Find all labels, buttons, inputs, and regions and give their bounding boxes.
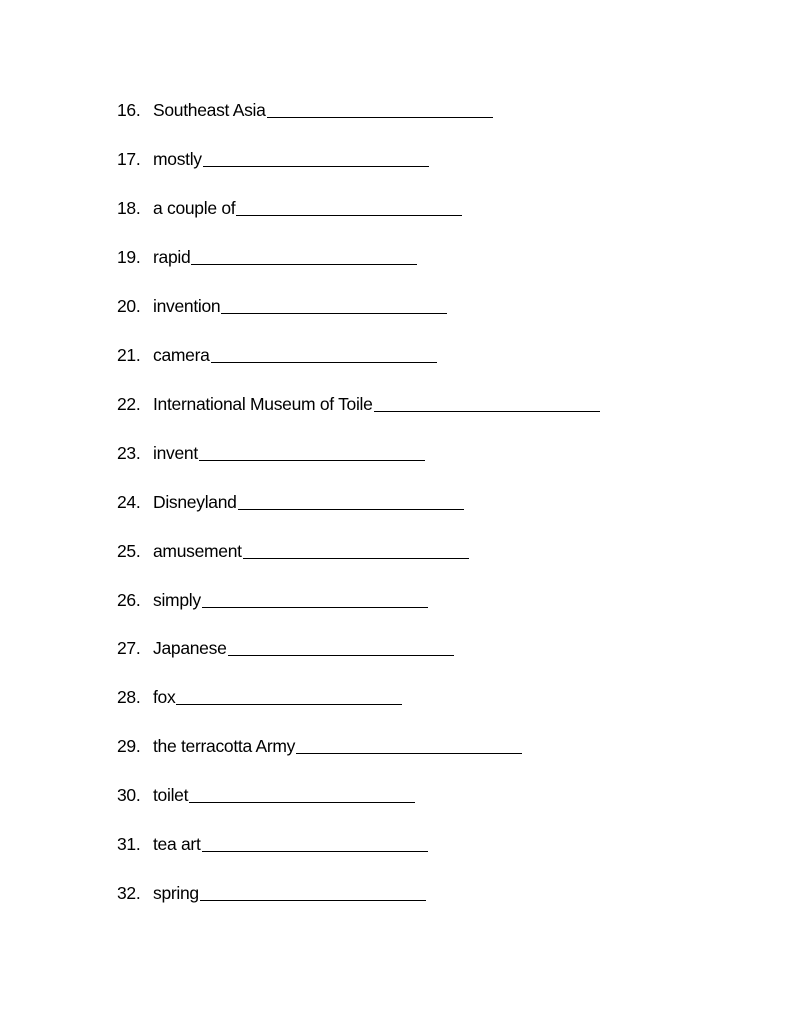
item-term: tea art xyxy=(153,834,201,854)
answer-blank[interactable] xyxy=(374,410,600,412)
item-number: 32. xyxy=(117,883,141,903)
worksheet-item xyxy=(117,538,469,562)
worksheet-item xyxy=(117,342,437,366)
worksheet-item xyxy=(117,489,464,513)
item-term: a couple of xyxy=(153,198,236,218)
worksheet-item xyxy=(117,293,447,317)
answer-blank[interactable] xyxy=(199,459,425,461)
answer-blank[interactable] xyxy=(200,899,426,901)
item-number: 19. xyxy=(117,247,141,267)
worksheet-item xyxy=(117,782,415,806)
item-term: International Museum of Toile xyxy=(153,394,373,414)
worksheet-item xyxy=(117,733,522,757)
worksheet-item xyxy=(117,440,425,464)
item-term: simply xyxy=(153,590,201,610)
answer-blank[interactable] xyxy=(243,557,469,559)
item-term: spring xyxy=(153,883,199,903)
worksheet-item xyxy=(117,880,426,904)
answer-blank[interactable] xyxy=(236,214,462,216)
item-term: camera xyxy=(153,345,210,365)
item-term: toilet xyxy=(153,785,189,805)
item-term: mostly xyxy=(153,149,202,169)
item-term: amusement xyxy=(153,541,242,561)
answer-blank[interactable] xyxy=(202,606,428,608)
worksheet-item xyxy=(117,831,428,855)
item-term: fox xyxy=(153,687,176,707)
worksheet-item xyxy=(117,684,402,708)
item-number: 28. xyxy=(117,687,141,707)
item-number: 25. xyxy=(117,541,141,561)
answer-blank[interactable] xyxy=(189,801,415,803)
item-term: invention xyxy=(153,296,221,316)
item-number: 31. xyxy=(117,834,141,854)
worksheet-item xyxy=(117,587,428,611)
item-term: Southeast Asia xyxy=(153,100,266,120)
answer-blank[interactable] xyxy=(176,703,402,705)
answer-blank[interactable] xyxy=(203,165,429,167)
item-term: Disneyland xyxy=(153,492,237,512)
item-term: rapid xyxy=(153,247,191,267)
answer-blank[interactable] xyxy=(228,654,454,656)
worksheet-item xyxy=(117,97,493,121)
item-number: 23. xyxy=(117,443,141,463)
item-number: 30. xyxy=(117,785,141,805)
item-term: Japanese xyxy=(153,638,227,658)
worksheet-item xyxy=(117,195,462,219)
worksheet-item xyxy=(117,391,600,415)
answer-blank[interactable] xyxy=(211,361,437,363)
answer-blank[interactable] xyxy=(267,116,493,118)
worksheet-item xyxy=(117,635,454,659)
item-number: 29. xyxy=(117,736,141,756)
answer-blank[interactable] xyxy=(238,508,464,510)
item-number: 26. xyxy=(117,590,141,610)
answer-blank[interactable] xyxy=(221,312,447,314)
answer-blank[interactable] xyxy=(296,752,522,754)
item-term: invent xyxy=(153,443,198,463)
item-number: 17. xyxy=(117,149,141,169)
item-number: 22. xyxy=(117,394,141,414)
item-number: 24. xyxy=(117,492,141,512)
answer-blank[interactable] xyxy=(202,850,428,852)
item-number: 18. xyxy=(117,198,141,218)
item-number: 20. xyxy=(117,296,141,316)
answer-blank[interactable] xyxy=(191,263,417,265)
worksheet-item xyxy=(117,146,429,170)
item-number: 16. xyxy=(117,100,141,120)
item-number: 27. xyxy=(117,638,141,658)
item-term: the terracotta Army xyxy=(153,736,296,756)
item-number: 21. xyxy=(117,345,141,365)
worksheet-item xyxy=(117,244,417,268)
